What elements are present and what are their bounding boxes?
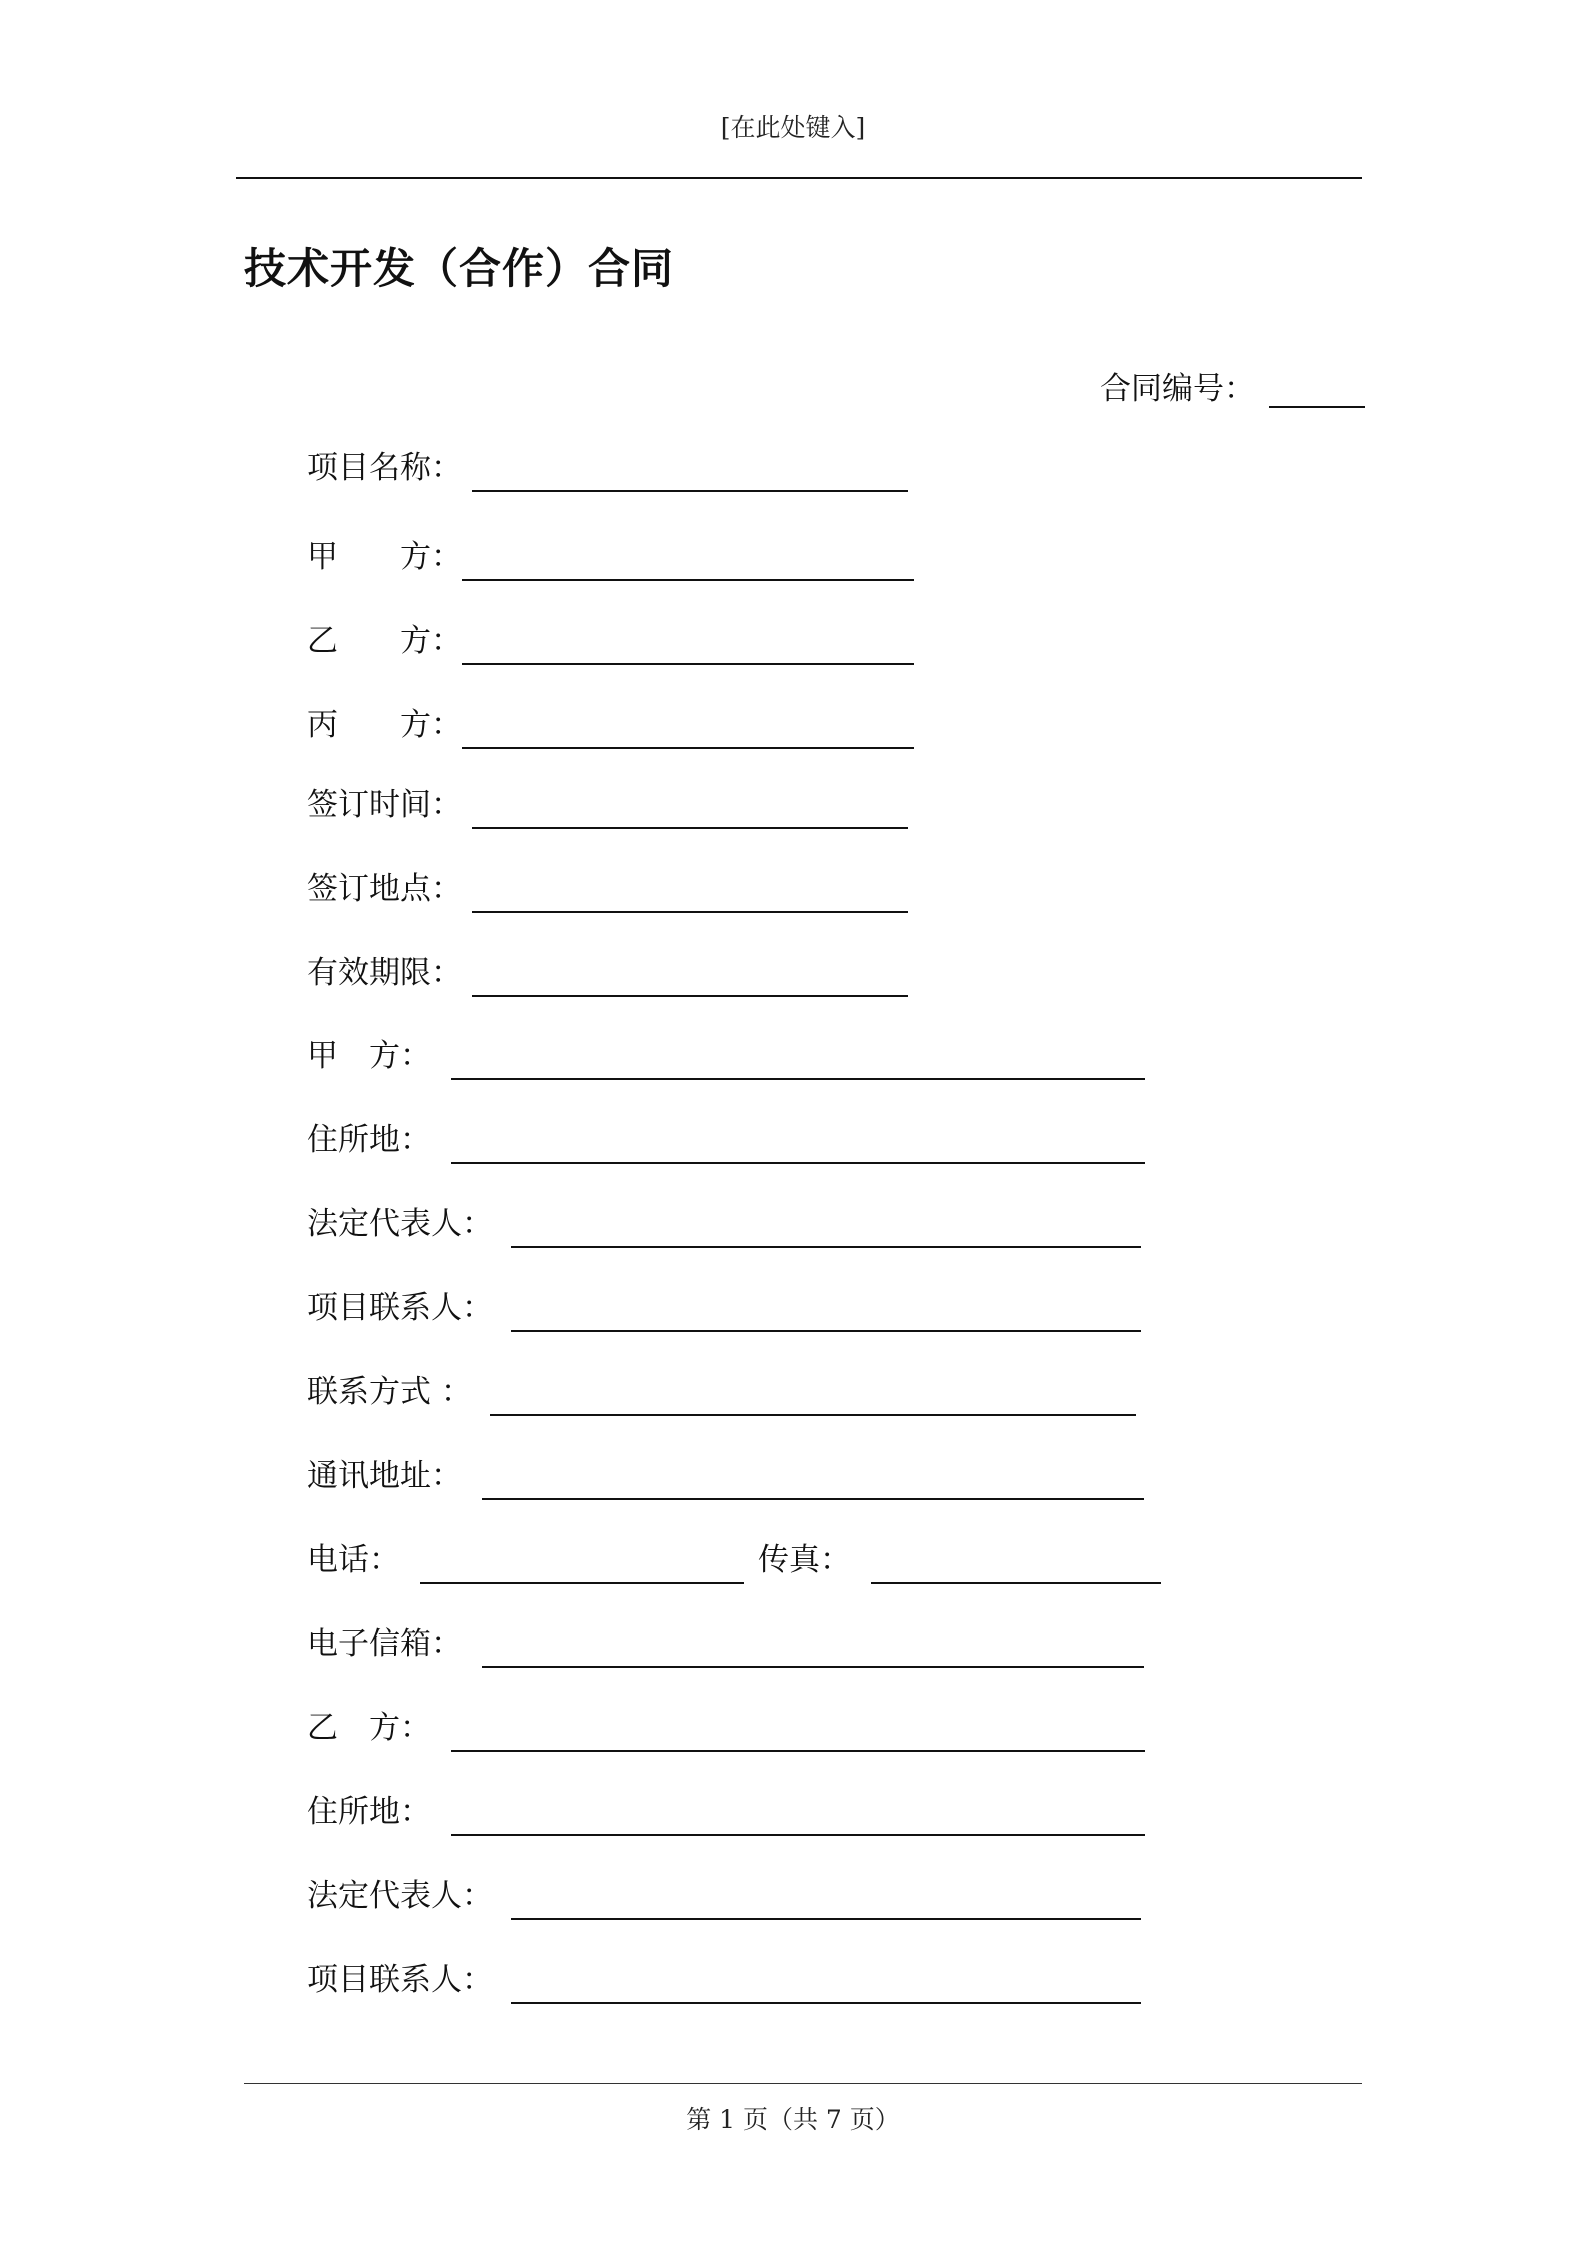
project-name-blank[interactable] bbox=[472, 490, 908, 492]
party-b-address-blank[interactable] bbox=[451, 1834, 1145, 1836]
party-a-address-label: 住所地： bbox=[307, 1122, 431, 1158]
party-b-address-field bbox=[307, 1792, 1145, 1836]
party-a-contact-field bbox=[307, 1288, 1141, 1332]
party-b-blank[interactable] bbox=[451, 1750, 1145, 1752]
sign-date-blank[interactable] bbox=[472, 827, 908, 829]
party-a-cover-blank[interactable] bbox=[462, 579, 914, 581]
party-a-fax-label: 传真： bbox=[758, 1542, 851, 1578]
sign-place-blank[interactable] bbox=[472, 911, 908, 913]
party-a-legal-rep-field bbox=[307, 1204, 1141, 1248]
party-a-contact-method-field bbox=[307, 1372, 1136, 1416]
party-a-phone-blank[interactable] bbox=[420, 1582, 744, 1584]
party-a-field bbox=[307, 1036, 1145, 1080]
party-b-cover-field bbox=[307, 621, 914, 665]
page-number: 第 1 页（共 7 页） bbox=[686, 2105, 900, 2134]
party-a-address-blank[interactable] bbox=[451, 1162, 1145, 1164]
contract-number-label: 合同编号： bbox=[1100, 371, 1255, 407]
party-a-contact-label: 项目联系人： bbox=[307, 1290, 493, 1326]
validity-field bbox=[307, 953, 908, 997]
party-a-email-field bbox=[307, 1624, 1144, 1668]
party-b-address-label: 住所地： bbox=[307, 1794, 431, 1830]
party-a-phone-fax-field bbox=[307, 1540, 1161, 1584]
party-a-mail-address-blank[interactable] bbox=[482, 1498, 1144, 1500]
party-a-legal-rep-label: 法定代表人： bbox=[307, 1206, 493, 1242]
contract-number-blank[interactable] bbox=[1269, 406, 1365, 408]
party-a-blank[interactable] bbox=[451, 1078, 1145, 1080]
party-b-field bbox=[307, 1708, 1145, 1752]
footer-rule bbox=[244, 2083, 1362, 2084]
party-b-legal-rep-label: 法定代表人： bbox=[307, 1878, 493, 1914]
document-title: 技术开发（合作）合同 bbox=[244, 244, 675, 293]
party-c-cover-label: 丙 方： bbox=[307, 707, 462, 743]
party-b-contact-blank[interactable] bbox=[511, 2002, 1141, 2004]
project-name-label: 项目名称： bbox=[307, 450, 462, 486]
party-a-email-label: 电子信箱： bbox=[307, 1626, 462, 1662]
party-a-mail-address-field bbox=[307, 1456, 1144, 1500]
validity-label: 有效期限： bbox=[307, 955, 462, 991]
party-a-mail-address-label: 通讯地址： bbox=[307, 1458, 462, 1494]
party-b-legal-rep-field bbox=[307, 1876, 1141, 1920]
party-b-label: 乙 方： bbox=[307, 1710, 431, 1746]
sign-date-label: 签订时间： bbox=[307, 787, 462, 823]
party-b-legal-rep-blank[interactable] bbox=[511, 1918, 1141, 1920]
party-b-cover-label: 乙 方： bbox=[307, 623, 462, 659]
party-a-phone-label: 电话： bbox=[307, 1542, 400, 1578]
party-a-fax-blank[interactable] bbox=[871, 1582, 1161, 1584]
party-a-label: 甲 方： bbox=[307, 1038, 431, 1074]
party-a-cover-field bbox=[307, 537, 914, 581]
contract-number-field bbox=[1100, 364, 1365, 408]
party-b-contact-label: 项目联系人： bbox=[307, 1962, 493, 1998]
project-name-field bbox=[307, 448, 908, 492]
party-b-cover-blank[interactable] bbox=[462, 663, 914, 665]
party-c-cover-field bbox=[307, 705, 914, 749]
page-header-placeholder[interactable]: [在此处键入] bbox=[720, 113, 866, 142]
party-a-legal-rep-blank[interactable] bbox=[511, 1246, 1141, 1248]
party-a-address-field bbox=[307, 1120, 1145, 1164]
party-a-contact-method-label: 联系方式 ： bbox=[307, 1374, 472, 1410]
sign-place-label: 签订地点： bbox=[307, 871, 462, 907]
party-a-cover-label: 甲 方： bbox=[307, 539, 462, 575]
party-a-contact-blank[interactable] bbox=[511, 1330, 1141, 1332]
sign-date-field bbox=[307, 785, 908, 829]
party-c-cover-blank[interactable] bbox=[462, 747, 914, 749]
header-rule bbox=[236, 177, 1362, 179]
validity-blank[interactable] bbox=[472, 995, 908, 997]
sign-place-field bbox=[307, 869, 908, 913]
party-a-contact-method-blank[interactable] bbox=[490, 1414, 1136, 1416]
party-a-email-blank[interactable] bbox=[482, 1666, 1144, 1668]
party-b-contact-field bbox=[307, 1960, 1141, 2004]
